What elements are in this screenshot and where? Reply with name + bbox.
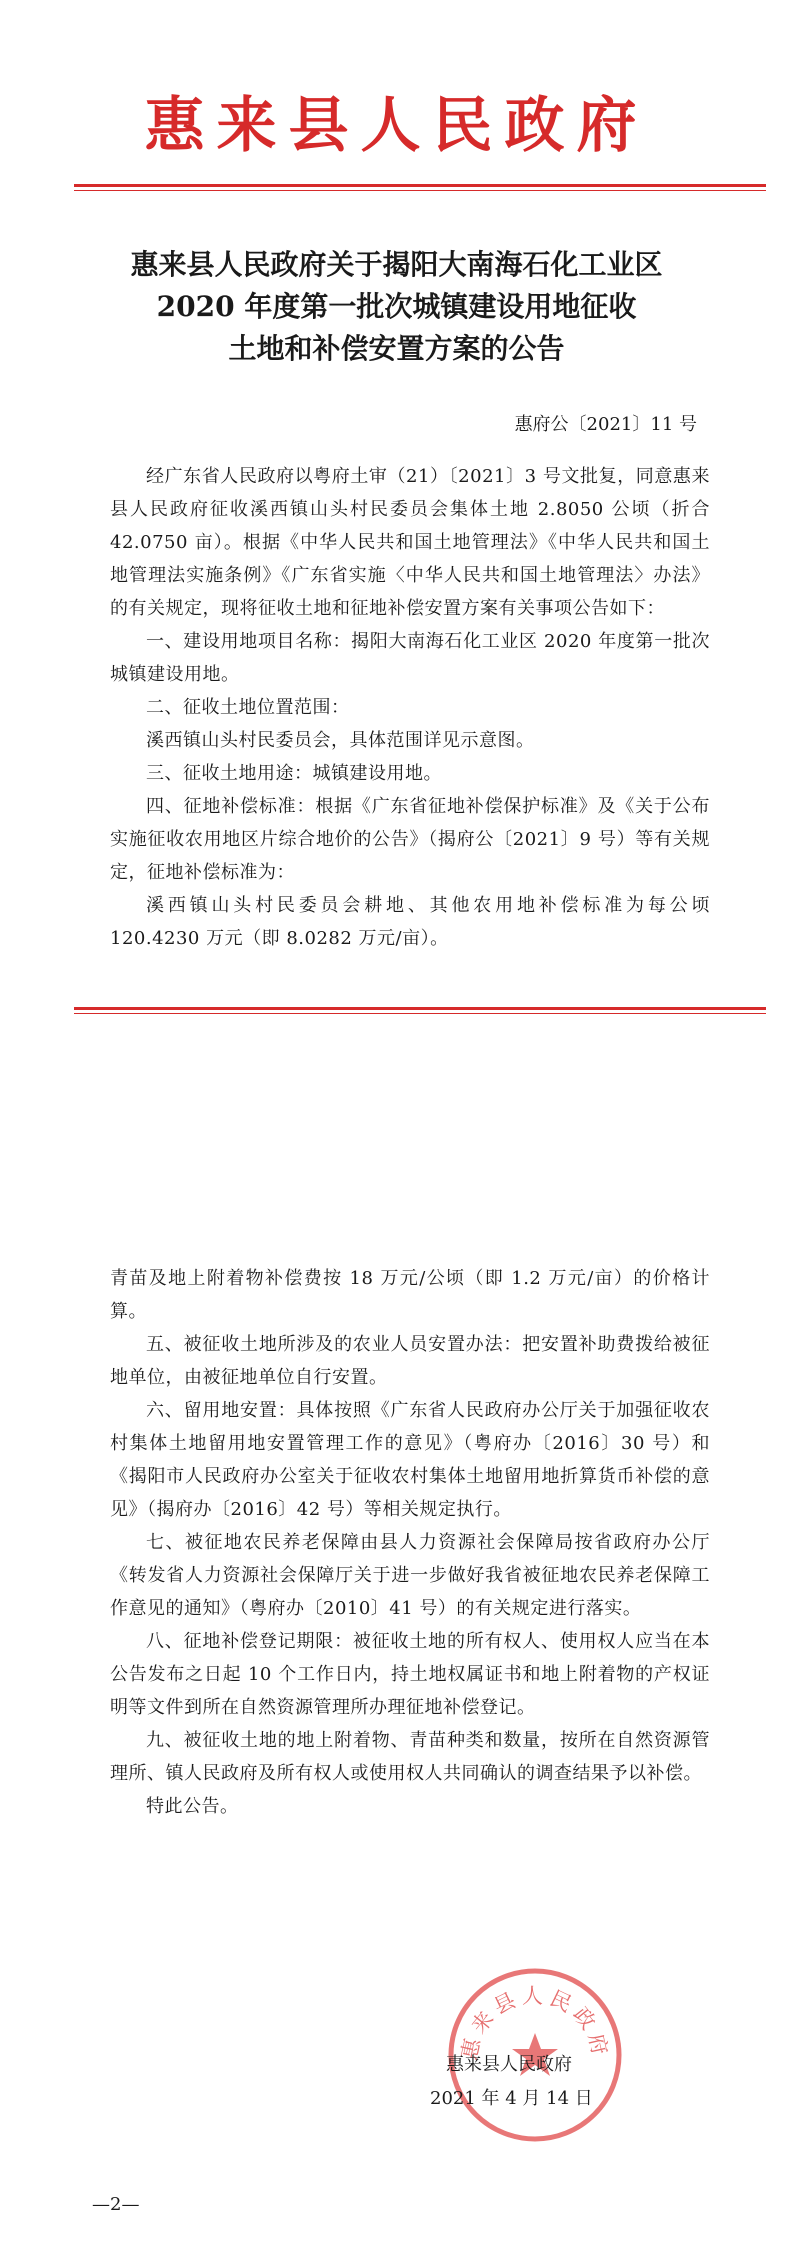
closing-statement: 特此公告。 [146,1796,239,1817]
item-1-project-name: 一、建设用地项目名称：揭阳大南海石化工业区 2020 年度第一批次城镇建设用地。 [110,631,710,685]
item-4-compensation-rate: 溪西镇山头村民委员会耕地、其他农用地补偿标准为每公顷 120.4230 万元（即 8.0282 万元/亩）。 [110,895,710,949]
item-8-registration-deadline: 八、征地补偿登记期限：被征收土地的所有权人、使用权人应当在本公告发布之日起 10 个工作日内，持土地权属证书和地上附着物的产权证明等文件到所在自然资源管理所办理征地补偿登记。 [110,1631,710,1718]
item-2-heading: 二、征收土地位置范围： [146,697,350,718]
page-divider-thin [74,1013,766,1014]
item-7-pension: 七、被征地农民养老保障由县人力资源社会保障局按省政府办公厅《转发省人力资源社会保障厅关于进一步做好我省被征地农民养老保障工作意见的通知》（粤府办〔2010〕41 号）的有关规定进行落实。 [110,1532,710,1619]
item-6-retained-land: 六、留用地安置：具体按照《广东省人民政府办公厅关于加强征收农村集体土地留用地安置管理工作的意见》（粤府办〔2016〕30 号）和《揭阳市人民政府办公室关于征收农村集体土地留用地折算货币补偿的意见》（揭府办〔2016〕42 号）等相关规定执行。 [110,1400,710,1520]
intro-paragraph: 经广东省人民政府以粤府土审（21）〔2021〕3 号文批复，同意惠来县人民政府征收溪西镇山头村民委员会集体土地 2.8050 公顷（折合 42.0750 亩）。根据《中华人民共和国土地管理法》《中华人民共和国土地管理法实施条例》《广东省实施〈中华人民共和国土地管理法〉办法》的有关规定，现将征收土地和征地补偿安置方案有关事项公告如下： [110,466,710,619]
masthead-title: 惠来县人民政府 [144,91,649,161]
notice-body-page-1 [110,460,710,955]
notice-body-page-2 [110,1262,710,1823]
page-divider-thick [74,1007,766,1010]
item-5-resettlement: 五、被征收土地所涉及的农业人员安置办法：把安置补助费拨给被征地单位，由被征地单位自行安置。 [110,1334,710,1388]
masthead-rule-thin [74,190,766,191]
seal-text: 惠来县人民政府 [457,1984,613,2062]
item-4-compensation-basis: 四、征地补偿标准：根据《广东省征地补偿保护标准》及《关于公布实施征收农用地区片综合地价的公告》（揭府公〔2021〕9 号）等有关规定，征地补偿标准为： [110,796,710,883]
notice-title [0,244,793,370]
signing-date: 2021 年 4 月 14 日 [430,2088,593,2109]
item-2-location: 溪西镇山头村民委员会，具体范围详见示意图。 [146,730,535,751]
crop-compensation: 青苗及地上附着物补偿费按 18 万元/公顷（即 1.2 万元/亩）的价格计算。 [110,1268,710,1322]
signing-organization: 惠来县人民政府 [446,2054,572,2075]
document-number: 惠府公〔2021〕11 号 [514,414,697,435]
item-9-attachments: 九、被征收土地的地上附着物、青苗种类和数量，按所在自然资源管理所、镇人民政府及所有权人或使用权人共同确认的调查结果予以补偿。 [110,1730,710,1784]
title-line-3: 土地和补偿安置方案的公告 [228,332,565,365]
masthead-rule-thick [74,184,766,187]
page-number: —2— [92,2194,140,2215]
title-line-1: 惠来县人民政府关于揭阳大南海石化工业区 [130,248,663,281]
item-3-land-use: 三、征收土地用途：城镇建设用地。 [146,763,442,784]
title-line-2: 2020 年度第一批次城镇建设用地征收 [156,290,637,323]
